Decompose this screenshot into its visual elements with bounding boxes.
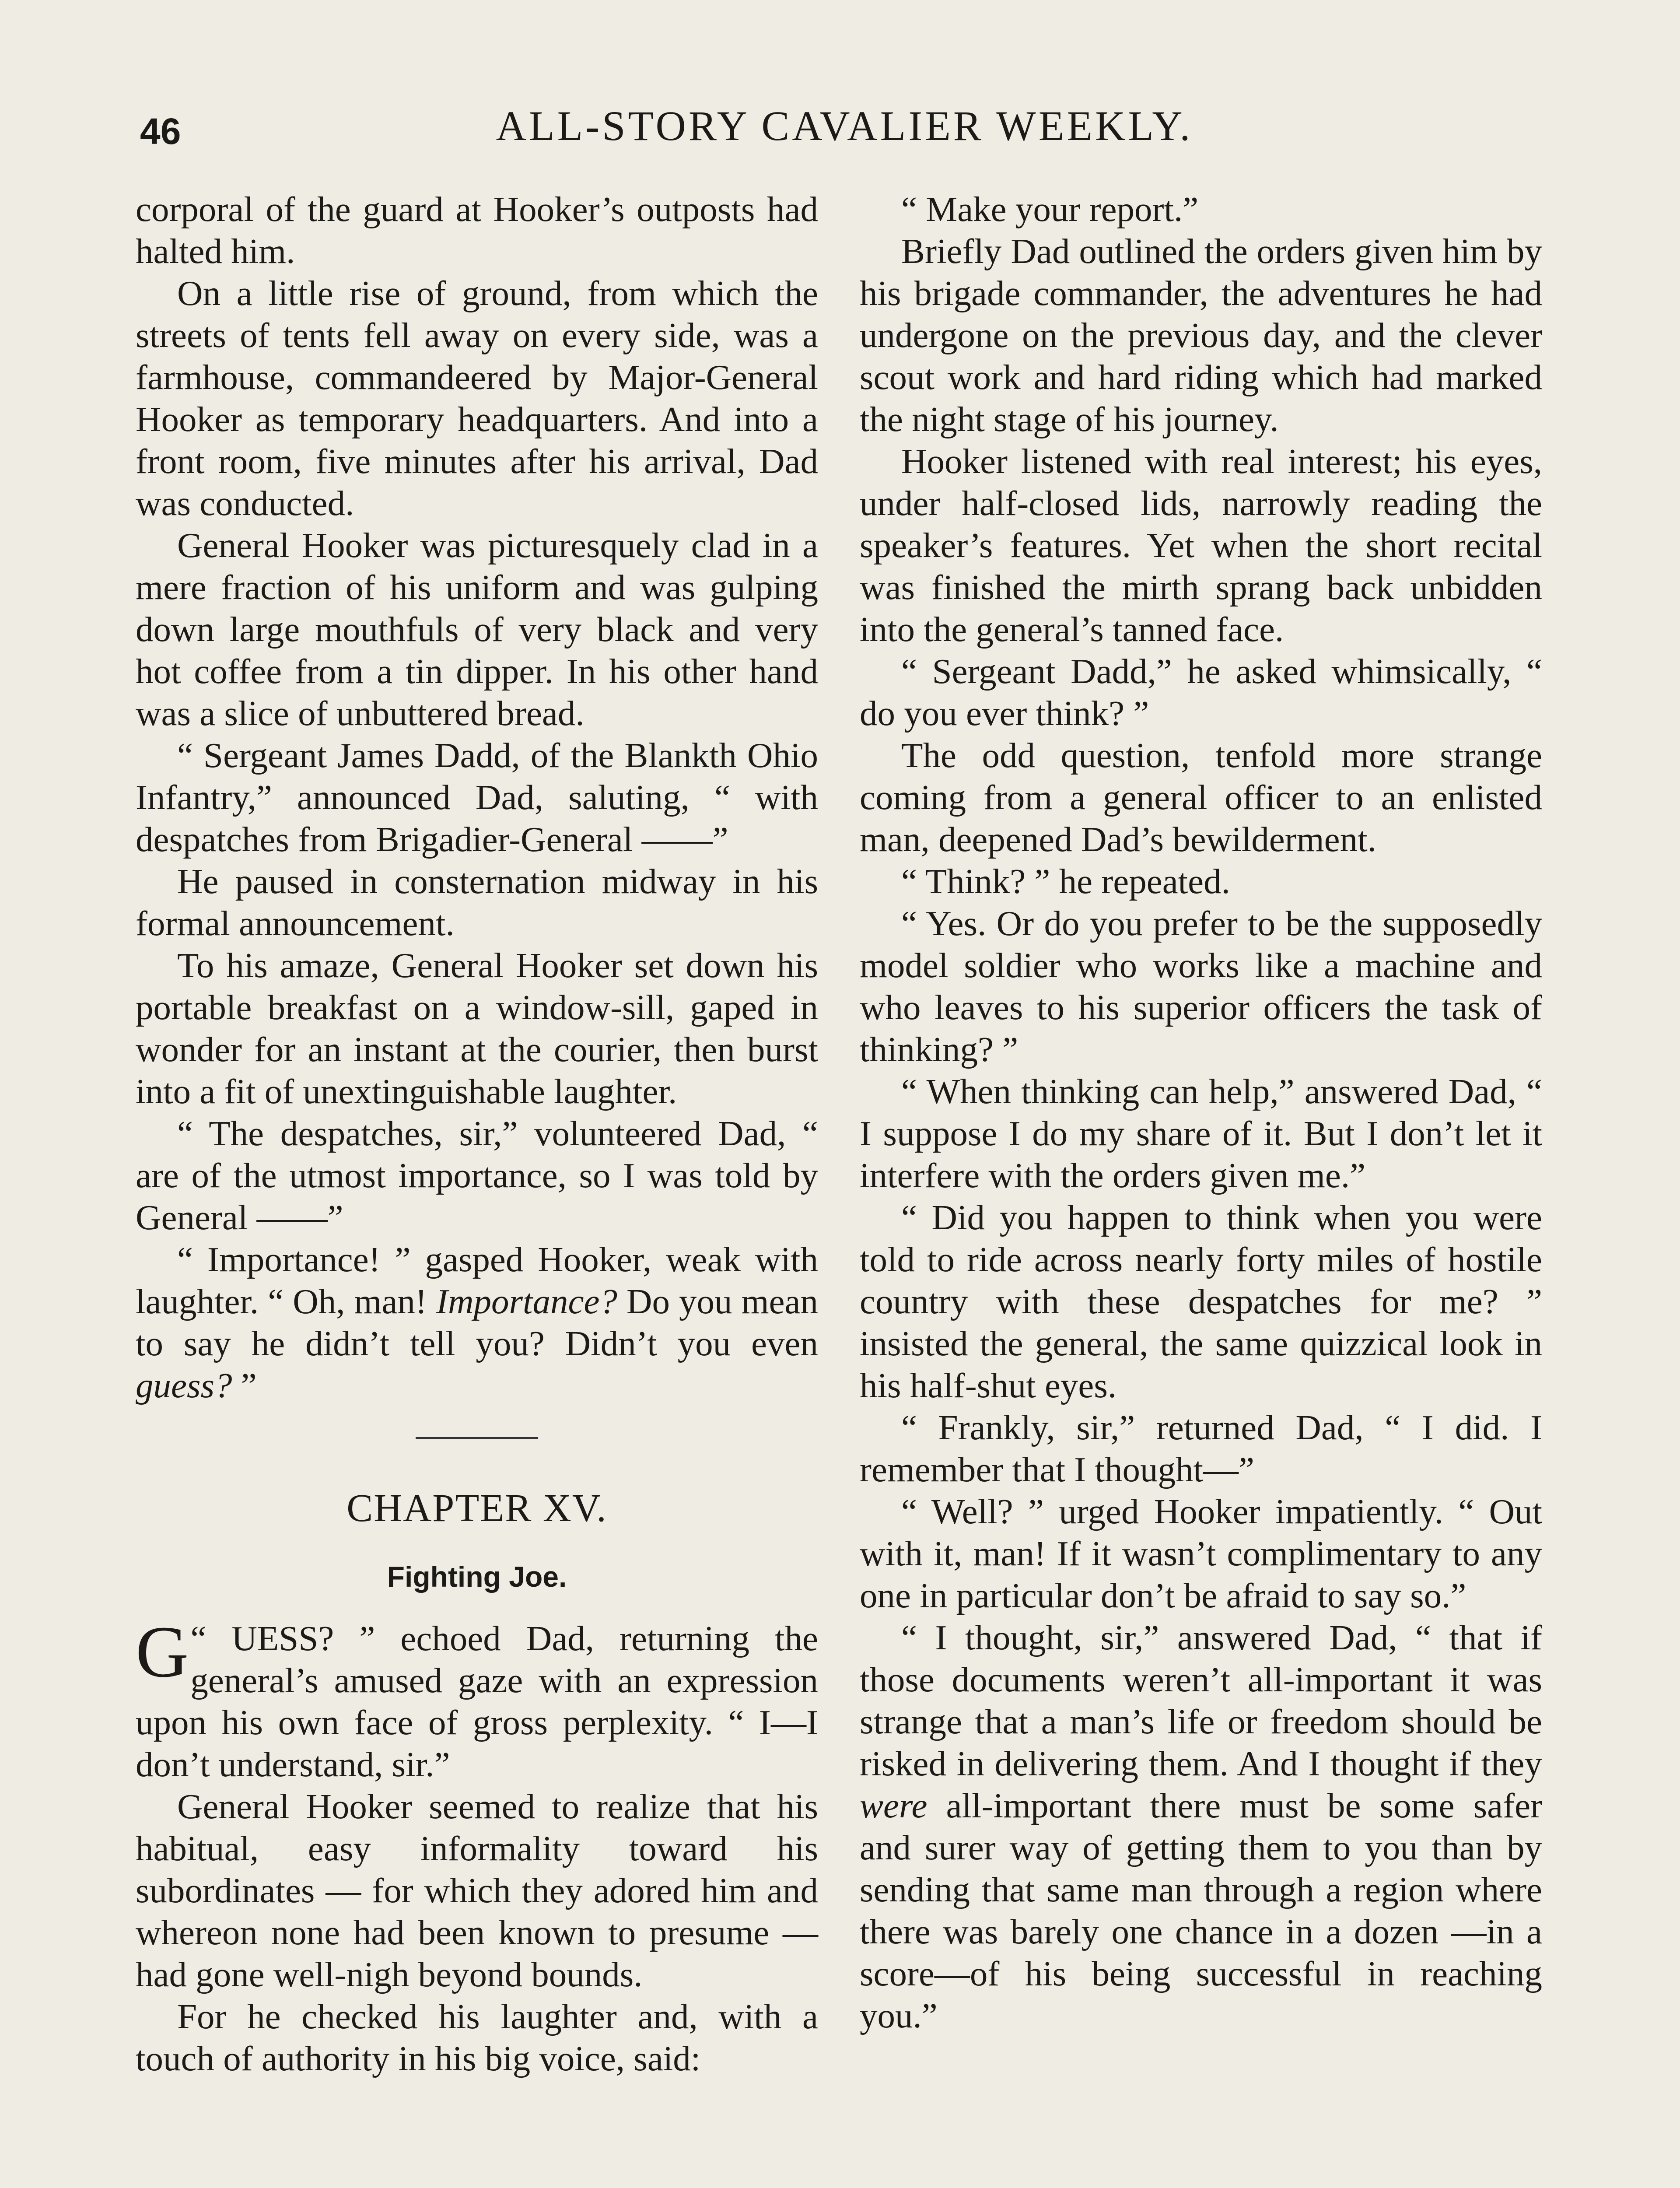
paragraph-final: “ I thought, sir,” answered Dad, “ that if those documents weren’t all-important it was strange that a man’s life or freedom should be risked in delivering them. And I thought if they were all-important there must be some safer and surer way of getting them to you than by sending that same man through a region where there was barely one chance in a dozen —in a score—of his being successful in reaching you.” — [860, 1618, 1542, 2035]
paragraph: “ Frankly, sir,” returned Dad, “ I did. I remember that I thought—” — [860, 1408, 1542, 1489]
paragraph: The odd question, tenfold more strange coming from a general officer to an enlisted man, deepened Dad’s bewilderment. — [860, 736, 1542, 859]
paragraph: “ Make your report.” — [901, 189, 1199, 229]
chapter-title: CHAPTER XV. — [346, 1487, 607, 1530]
paragraph: On a little rise of ground, from which the streets of tents fell away on every side, was a farmhouse, commandeered by Major-General Hooker as temporary headquarters. And into a front room, five minutes after his arrival, Dad was conducted. — [136, 274, 818, 523]
chapter-subtitle: Fighting Joe. — [387, 1560, 567, 1593]
paragraph: “ Yes. Or do you prefer to be the supposedly model soldier who works like a machine and who leaves to his superior officers the task of thinking? ” — [860, 904, 1542, 1069]
paragraph-importance: “ Importance! ” gasped Hooker, weak with laughter. “ Oh, man! Importance? Do you mean to say he didn’t tell you? Didn’t you even guess? ” — [136, 1240, 819, 1405]
page-number: 46 — [140, 111, 181, 152]
paragraph: corporal of the guard at Hooker’s outposts had halted him. — [136, 189, 818, 271]
paragraph: Briefly Dad outlined the orders given him by his brigade commander, the adventures he had undergone on the previous day, and the clever scout work and hard riding which had marked the night stage of his journey. — [860, 231, 1542, 439]
paragraph: For he checked his laughter and, with a touch of authority in his big voice, said: — [136, 1997, 818, 2078]
paragraph: General Hooker was picturesquely clad in a mere fraction of his uniform and was gulping down large mouthfuls of very black and very hot coffee from a tin dipper. In his other hand was a slice of unbuttered bread. — [136, 526, 818, 733]
right-column — [860, 188, 1542, 2037]
paragraph: “ Sergeant Dadd,” he asked whimsically, “ do you ever think? ” — [860, 652, 1542, 733]
page-header — [140, 102, 1549, 167]
paragraph: “ Did you happen to think when you were told to ride across nearly forty miles of hostile country with these despatches for me? ” insisted the general, the same quizzical look in his half-shut eyes. — [860, 1198, 1542, 1405]
paragraph: He paused in consternation midway in his formal announcement. — [136, 862, 818, 943]
paragraph: “ Sergeant James Dadd, of the Blankth Ohio Infantry,” announced Dad, saluting, “ with despatches from Brigadier-General ——” — [136, 736, 818, 859]
paragraph-chapter-opening: G “ UESS? ” echoed Dad, returning the general’s amused gaze with an expression upon his own face of gross perplexity. “ I—I don’t understand, sir.” — [136, 1611, 818, 1784]
paragraph: “ When thinking can help,” answered Dad, “ I suppose I do my share of it. But I don’t let it interfere with the orders given me.” — [860, 1072, 1542, 1195]
paragraph: “ Think? ” he repeated. — [901, 862, 1230, 901]
paragraph: To his amaze, General Hooker set down his portable breakfast on a window-sill, gaped in wonder for an instant at the courier, then burst into a fit of unextinguishable laughter. — [136, 946, 818, 1111]
paragraph: Hooker listened with real interest; his eyes, under half-closed lids, narrowly reading the speaker’s features. Yet when the short recital was finished the mirth sprang back unbidden into the general’s tanned face. — [860, 442, 1542, 649]
drop-cap: G — [136, 1611, 189, 1693]
left-column — [136, 188, 818, 2079]
paragraph: General Hooker seemed to realize that his habitual, easy informality toward his subordinates — for which they adored him and whereon none had been known to presume — had gone well-nigh beyond bounds. — [136, 1787, 818, 1994]
running-title: ALL-STORY CAVALIER WEEKLY. — [496, 102, 1193, 149]
paragraph: “ The despatches, sir,” volunteered Dad, “ are of the utmost importance, so I was told by General ——” — [136, 1114, 818, 1237]
paragraph: “ Well? ” urged Hooker impatiently. “ Out with it, man! If it wasn’t complimentary to any one in particular don’t be afraid to say so.” — [860, 1492, 1542, 1615]
section-divider — [416, 1437, 538, 1439]
